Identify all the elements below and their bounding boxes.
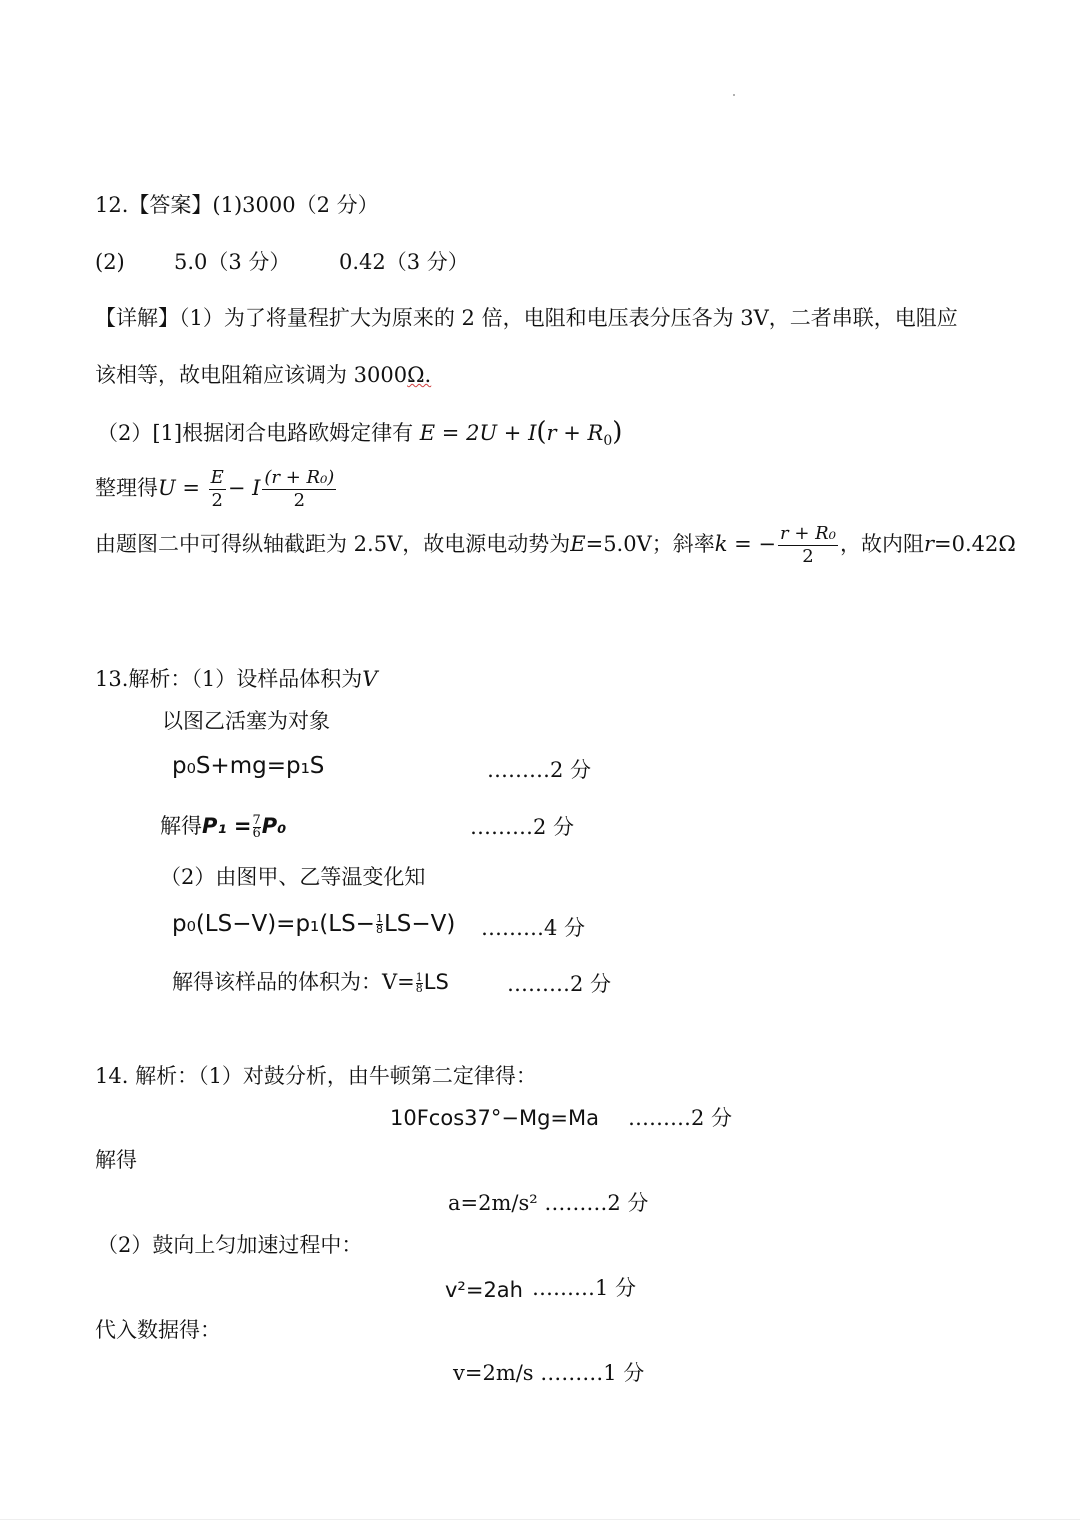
q12-detail-line1 [95,304,958,332]
q12-fraction-e-over-2: $\frac{E}{2}$ [210,467,224,511]
q13-solution1-score: ………2 分 [470,815,575,839]
q13-equation1: p₀S+mg=p₁S [172,753,325,779]
q12-fraction-r-over-2: $\frac{\text{(r + R₀)}}{2}$ [264,467,335,511]
q14-line3: 解得 [95,1148,137,1172]
q12-ohm-unit: Ω. [407,363,432,387]
q14-equation3: v²=2ah [445,1278,523,1302]
q12-detail-tag: 【详解】 [95,306,179,330]
q12-u-lhs: U = [158,476,200,500]
q13-line2: 以图乙活塞为对象 [162,709,330,733]
q12-detail-text2: 该相等，故电阻箱应该调为 3000 [95,363,408,387]
q14-title: 14. 解析：（1）对鼓分析，由牛顿第二定律得： [95,1064,537,1088]
q12-conclusion-line: 由题图二中可得纵轴截距为 2.5V，故电源电动势为E=5.0V；斜率k = − $\frac{\text{r + R₀}}{2}$ ，故内阻r=0.42Ω [95,523,1016,567]
q12-part2-equation-line: （2）[1]根据闭合电路欧姆定律有 $E = 2U + I(r + R_0)$ [97,417,623,450]
q12-eq-lhs: E = 2U + I [419,421,537,445]
q13-title: 13.解析：（1）设样品体积为V [95,667,378,691]
q12-part2-answer-a: 5.0（3 分） [174,250,291,274]
q13-equation2: p₀(LS−V)=p₁(LS− $\frac{1}{8}$ LS−V) [172,911,456,937]
q14-equation3-score: ………1 分 [532,1276,637,1300]
q12-part2-answer-b: 0.42（3 分） [339,250,469,274]
q14-line5: （2）鼓向上匀加速过程中： [97,1233,363,1257]
q12-eq-sub: 0 [603,433,613,450]
q12-minus-i: − I [227,476,261,500]
q12-answer-text: (1)3000（2 分） [212,193,379,217]
q12-rearrange-text: 整理得 [95,476,158,500]
q12-slope-fraction: $\frac{\text{r + R₀}}{2}$ [780,523,836,567]
q12-answer-tag: 【答案】 [128,193,213,217]
q12-detail-text1: （1）为了将量程扩大为原来的 2 倍，电阻和电压表分压各为 3V，二者串联，电阻应 [179,306,958,330]
q12-answer-line [95,191,379,219]
q12-number: 12. [95,193,129,217]
q12-detail-line2 [95,361,431,389]
q13-solution2: 解得该样品的体积为：V= $\frac{1}{8}$ LS [172,970,449,995]
q13-solution2-score: ………2 分 [507,972,612,996]
stray-dot [733,94,735,96]
q13-equation2-score: ………4 分 [481,916,586,940]
q14-line7: 代入数据得： [95,1318,221,1342]
q14-equation1: 10Fcos37°−Mg=Ma [390,1106,599,1130]
q12-eq-paren: r + R [546,421,604,445]
q12-part2-label: (2) [95,250,125,274]
q14-equation4: v=2m/s ………1 分 [453,1361,645,1385]
q13-line5: （2）由图甲、乙等温变化知 [160,865,426,889]
q12-rearrange-line [95,464,338,512]
bottom-edge-line [0,1519,1080,1520]
q13-solution1: 解得P₁ = $\frac{7}{6}$ P₀ [160,813,287,841]
q14-equation1-score: ………2 分 [628,1106,733,1130]
q14-equation2: a=2m/s² ………2 分 [448,1191,649,1215]
q13-equation1-score: ………2 分 [487,758,592,782]
q12-part2-text: （2）[1]根据闭合电路欧姆定律有 [97,421,414,445]
